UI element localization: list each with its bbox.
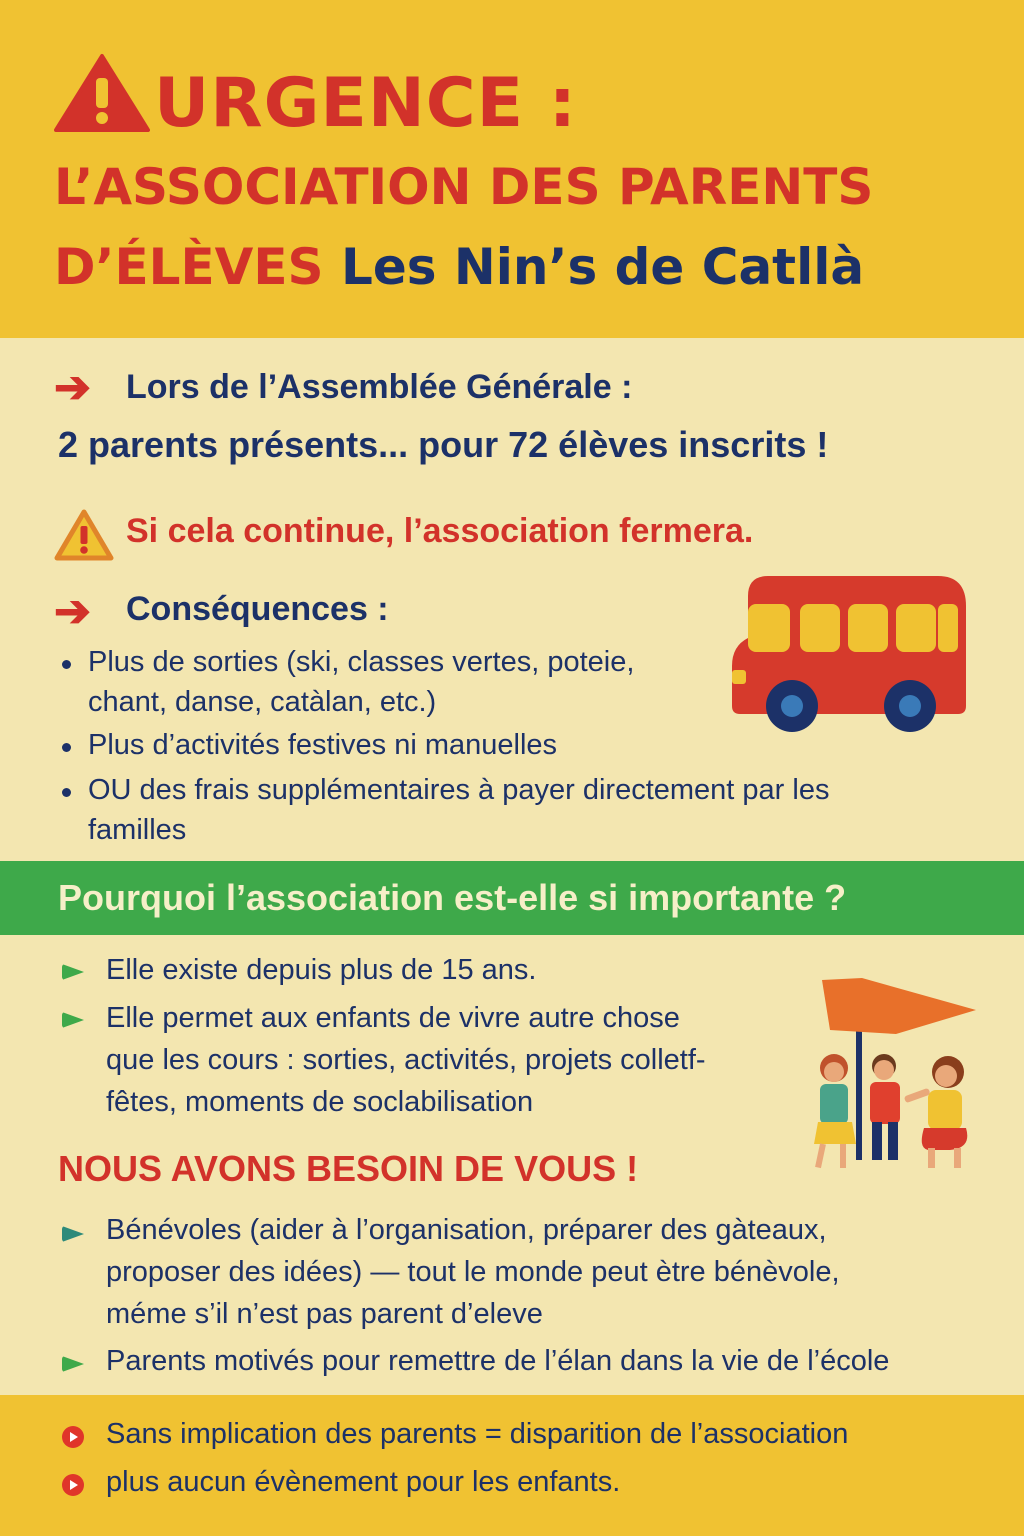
assembly-title: Lors de l’Assemblée Générale : (126, 368, 633, 406)
play-bullet-icon (62, 1474, 84, 1496)
header-banner (0, 0, 1024, 338)
why-item-continuation: que les cours : sorties, activités, projets colletf- (106, 1044, 706, 1076)
green-bullet-icon (62, 1356, 84, 1372)
consequence-item: Plus de sorties (ski, classes vertes, poteie, (88, 646, 635, 678)
need-title: NOUS AVONS BESOIN DE VOUS ! (58, 1148, 639, 1189)
bullet-dot (62, 788, 71, 797)
children-flag-illustration (800, 972, 980, 1182)
bullet-dot (62, 743, 71, 752)
why-item-continuation: fêtes, moments de soclabilisation (106, 1086, 534, 1118)
why-item: Elle permet aux enfants de vivre autre chose (106, 1002, 680, 1034)
headline-association-name: D’ÉLÈVES Les Nin’s de Catllà (54, 238, 865, 296)
arrow-right-icon: ➔ (54, 587, 91, 636)
need-item-continuation: proposer des idées) — tout le monde peut ètre bénèvole, (106, 1256, 840, 1288)
warning-icon (54, 508, 114, 562)
assembly-stat: 2 parents présents... pour 72 élèves inscrits ! (58, 424, 829, 465)
consequence-item-continuation: chant, danse, catàlan, etc.) (88, 686, 437, 718)
why-banner (0, 861, 1024, 935)
closure-warning: Si cela continue, l’association fermera. (126, 512, 754, 550)
need-item-continuation: méme s’il n’est pas parent d’eleve (106, 1298, 543, 1330)
consequences-title: Conséquences : (126, 590, 389, 628)
play-bullet-icon (62, 1426, 84, 1448)
why-title: Pourquoi l’association est-elle si importante ? (58, 877, 847, 918)
footer-item: Sans implication des parents = disparition de l’association (106, 1418, 849, 1450)
need-item: Bénévoles (aider à l’organisation, préparer des gàteaux, (106, 1214, 827, 1246)
headline-association: L’ASSOCIATION DES PARENTS (54, 158, 874, 216)
arrow-right-icon: ➔ (54, 363, 91, 412)
need-item: Parents motivés pour remettre de l’élan dans la vie de l’école (106, 1345, 890, 1377)
headline-urgence: URGENCE : (54, 52, 577, 143)
green-bullet-icon (62, 1012, 84, 1028)
bus-illustration (728, 566, 972, 736)
warning-icon (54, 52, 150, 132)
green-bullet-icon (62, 964, 84, 980)
why-item: Elle existe depuis plus de 15 ans. (106, 954, 537, 986)
teal-bullet-icon (62, 1226, 84, 1242)
footer-item: plus aucun évènement pour les enfants. (106, 1466, 621, 1498)
consequence-item: Plus d’activités festives ni manuelles (88, 729, 558, 761)
consequence-item: OU des frais supplémentaires à payer directement par les (88, 774, 830, 806)
consequence-item-continuation: familles (88, 814, 187, 846)
bullet-dot (62, 660, 71, 669)
